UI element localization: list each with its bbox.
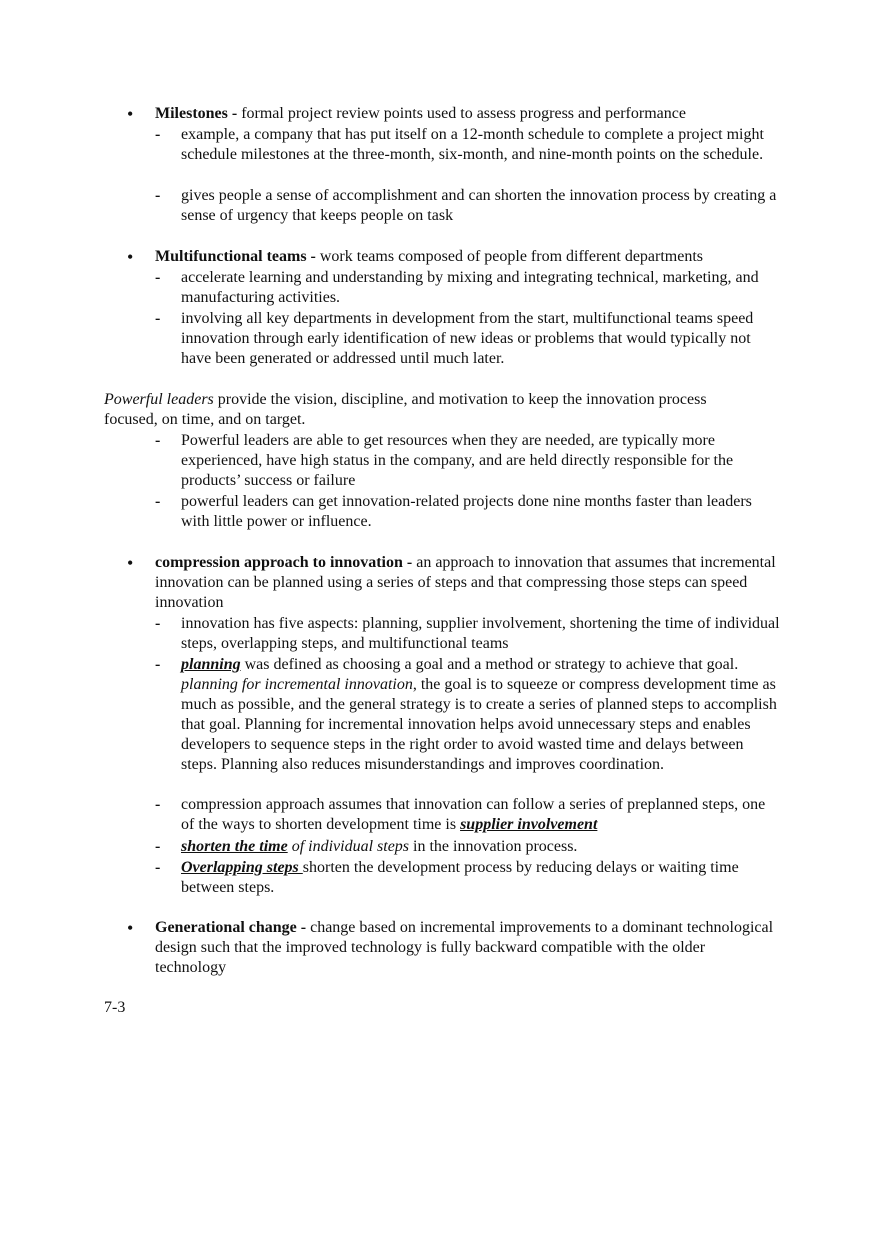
term-multifunctional-teams: Multifunctional teams - xyxy=(155,248,316,265)
planning-text: was defined as choosing a goal and a method or strategy to achieve that goal. xyxy=(240,656,739,673)
shorten-italic: of individual steps xyxy=(287,838,410,855)
dash-icon: - xyxy=(155,126,161,143)
sub-item-aspects xyxy=(155,614,781,654)
term-milestones: Milestones - xyxy=(155,105,238,122)
sub-item-planning xyxy=(155,655,781,775)
sub-item xyxy=(155,125,781,165)
supplier-text: compression approach assumes that innovation can follow a series of preplanned steps, one of the ways to shorten development time is xyxy=(181,796,766,833)
shorten-text: in the innovation process. xyxy=(409,838,578,855)
sub-item-text: involving all key departments in development from the start, multifunctional teams speed innovation through early identification of new ideas or problems that would typically not have been generated or addressed until much later. xyxy=(181,310,754,367)
term-supplier-involvement: supplier involvement xyxy=(460,816,598,833)
dash-icon: - xyxy=(155,859,161,876)
dash-icon: - xyxy=(155,796,161,813)
bullet-icon: • xyxy=(127,553,134,573)
sub-item-text: gives people a sense of accomplishment and can shorten the innovation process by creating a sense of urgency that keeps people on task xyxy=(181,187,777,224)
dash-icon: - xyxy=(155,187,161,204)
planning-italic: planning for incremental innovation xyxy=(181,676,413,693)
term-compression-approach: compression approach to innovation - xyxy=(155,554,413,571)
dash-icon: - xyxy=(155,432,161,449)
bullet-icon: • xyxy=(127,918,134,938)
bullet-multifunctional-teams xyxy=(127,247,780,267)
sub-item-text: accelerate learning and understanding by mixing and integrating technical, marketing, and manufacturing activities. xyxy=(181,269,759,306)
sub-item xyxy=(155,492,781,532)
dash-icon: - xyxy=(155,838,161,855)
sub-item xyxy=(155,268,781,308)
bullet-icon: • xyxy=(127,104,134,124)
definition-powerful-leaders: provide the vision, discipline, and motivation to keep the innovation process focused, on time, and on target. xyxy=(104,391,707,428)
term-overlapping-steps: Overlapping steps xyxy=(181,859,303,876)
sub-item-overlapping xyxy=(155,858,781,898)
definition-compression-approach: an approach to innovation that assumes that incremental innovation can be planned using a series of steps and that compressing those steps can speed innovation xyxy=(155,554,776,611)
definition-multifunctional-teams: work teams composed of people from different departments xyxy=(315,248,704,265)
dash-icon: - xyxy=(155,310,161,327)
term-powerful-leaders: Powerful leaders xyxy=(104,391,214,408)
bullet-generational-change xyxy=(127,918,780,978)
dash-icon: - xyxy=(155,269,161,286)
sub-item-shorten-time xyxy=(155,837,781,857)
definition-milestones: formal project review points used to assess progress and performance xyxy=(237,105,686,122)
sub-item xyxy=(155,431,781,491)
planning-text-continued: , the goal is to squeeze or compress development time as much as possible, and the general strategy is to create a series of planned steps to accomplish that goal. Planning for incremental innovation helps avoid unnecessary steps and enables developers to sequence steps in the right order to avoid wasted time and delays between steps. Planning also reduces misunderstandings and improves coordination. xyxy=(181,676,777,773)
bullet-milestones xyxy=(127,104,780,124)
paragraph-powerful-leaders xyxy=(104,390,764,430)
term-generational-change: Generational change - xyxy=(155,919,307,936)
sub-item-text: powerful leaders can get innovation-related projects done nine months faster than leaders with little power or influence. xyxy=(181,493,752,530)
sub-item-supplier xyxy=(155,795,781,835)
term-shorten-the-time: shorten the time xyxy=(181,838,288,855)
term-planning: planning xyxy=(181,656,241,673)
dash-icon: - xyxy=(155,656,161,673)
bullet-icon: • xyxy=(127,247,134,267)
definition-generational-change: change based on incremental improvements to a dominant technological design such that the improved technology is fully backward compatible with the older technology xyxy=(155,919,774,976)
sub-item-text: Powerful leaders are able to get resources when they are needed, are typically more experienced, have high status in the company, and are held directly responsible for the products’ success or failure xyxy=(181,432,734,489)
sub-item-text: innovation has five aspects: planning, supplier involvement, shortening the time of individual steps, overlapping steps, and multifunctional teams xyxy=(181,615,780,652)
dash-icon: - xyxy=(155,493,161,510)
sub-item-text: example, a company that has put itself on a 12-month schedule to complete a project might schedule milestones at the three-month, six-month, and nine-month points on the schedule. xyxy=(181,126,764,163)
page-number: 7-3 xyxy=(104,999,126,1016)
bullet-compression-approach xyxy=(127,553,780,613)
dash-icon: - xyxy=(155,615,161,632)
sub-item xyxy=(155,309,781,369)
overlap-text: shorten the development process by reducing delays or waiting time between steps. xyxy=(181,859,739,896)
sub-item xyxy=(155,186,781,226)
